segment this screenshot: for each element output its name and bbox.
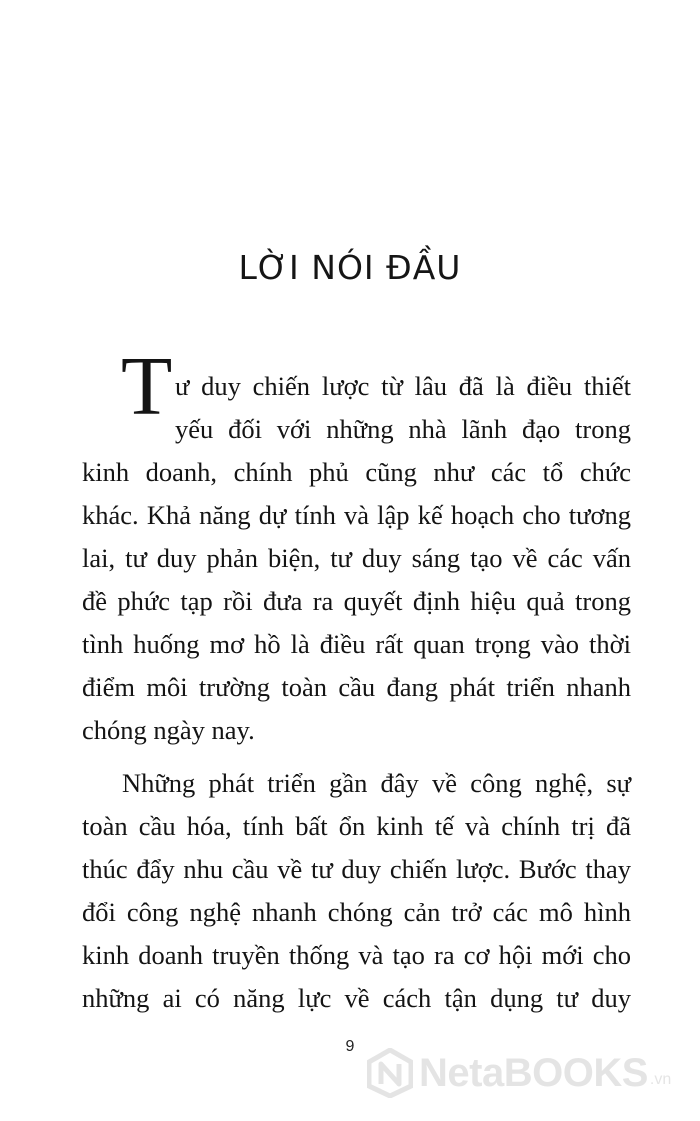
netabooks-logo-icon	[367, 1048, 413, 1098]
paragraph-line: kinh doanh, chính phủ cũng như các tổ chức	[82, 457, 631, 487]
page-number: 9	[345, 1038, 355, 1055]
paragraph-line: kinh doanh truyền thống và tạo ra cơ hội mới cho	[82, 940, 631, 970]
paragraph-line: Những phát triển gần đây về công nghệ, sự	[122, 768, 631, 798]
watermark-suffix: .vn	[649, 1071, 672, 1088]
paragraph-line: toàn cầu hóa, tính bất ổn kinh tế và chính trị đã	[82, 811, 631, 841]
watermark	[367, 1048, 671, 1098]
watermark-brand: NetaBOOKS	[419, 1050, 648, 1095]
paragraph-line: điểm môi trường toàn cầu đang phát triển nhanh	[82, 672, 631, 702]
paragraph-line: những ai có năng lực về cách tận dụng tư duy	[82, 983, 631, 1013]
paragraph-line: tình huống mơ hồ là điều rất quan trọng vào thời	[82, 629, 631, 659]
paragraph-line: thúc đẩy nhu cầu về tư duy chiến lược. Bước thay	[82, 854, 631, 884]
drop-cap: T	[121, 340, 173, 433]
paragraph-line: đổi công nghệ nhanh chóng cản trở các mô hình	[82, 897, 631, 927]
paragraph-line: khác. Khả năng dự tính và lập kế hoạch cho tương	[82, 500, 631, 530]
paragraph-line: yếu đối với những nhà lãnh đạo trong	[175, 414, 631, 444]
paragraph-line: lai, tư duy phản biện, tư duy sáng tạo về các vấn	[82, 543, 631, 573]
paragraph-line: chóng ngày nay.	[82, 715, 255, 745]
chapter-title: LỜI NÓI ĐẦU	[238, 248, 462, 287]
paragraph-line: ư duy chiến lược từ lâu đã là điều thiết	[175, 371, 631, 401]
paragraph-line: đề phức tạp rồi đưa ra quyết định hiệu quả trong	[82, 586, 631, 616]
